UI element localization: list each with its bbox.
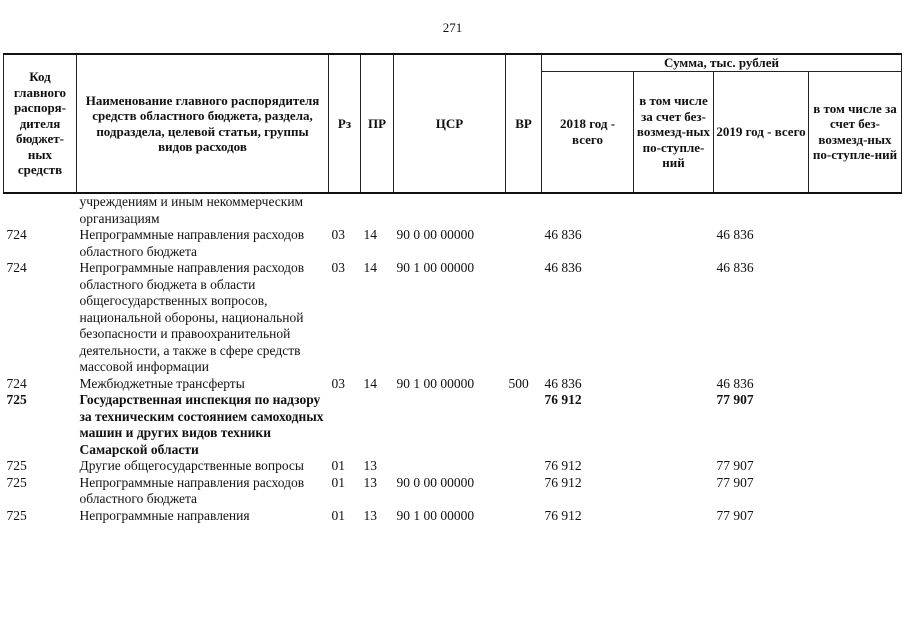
cell-rz: 03 xyxy=(331,260,345,275)
cell-sum-2018: 76 912 xyxy=(544,392,582,407)
cell-sum-2019: 46 836 xyxy=(716,375,754,391)
page-number: 271 xyxy=(442,20,463,35)
cell-name: учреждениям и иным некоммерческим организациям xyxy=(79,194,304,226)
cell-vr xyxy=(506,508,542,525)
cell-pr: 14 xyxy=(363,260,377,275)
cell-csr xyxy=(394,458,506,475)
header-2019-total: 2019 год - всего xyxy=(714,71,809,193)
cell-rz xyxy=(329,193,361,227)
cell-code: 725 xyxy=(6,392,27,407)
cell-sum-2019-free xyxy=(809,392,902,458)
cell-vr xyxy=(506,227,542,260)
cell-code: 724 xyxy=(6,260,27,275)
header-2018-total: 2018 год - всего xyxy=(542,71,634,193)
table-row xyxy=(4,193,902,227)
cell-code: 725 xyxy=(6,474,27,490)
cell-csr: 90 1 00 00000 xyxy=(396,375,475,391)
cell-sum-2019-free xyxy=(809,193,902,227)
cell-code: 724 xyxy=(6,375,27,391)
budget-table xyxy=(3,53,902,524)
cell-name: Государственная инспекция по надзору за техническим состоянием самоходных машин и других видов техники Самарской области xyxy=(79,392,324,457)
cell-vr xyxy=(506,392,542,458)
cell-name: Непрограммные направления расходов областного бюджета xyxy=(79,227,305,259)
cell-code: 725 xyxy=(6,507,27,523)
cell-rz xyxy=(329,392,361,458)
cell-sum-2019-free xyxy=(809,508,902,525)
header-sum-title: Сумма, тыс. рублей xyxy=(542,54,902,71)
cell-rz: 01 xyxy=(331,458,345,473)
table-row xyxy=(4,458,902,475)
table-row xyxy=(4,227,902,260)
cell-sum-2019-free xyxy=(809,376,902,393)
cell-code: 724 xyxy=(6,227,27,242)
cell-pr: 13 xyxy=(363,474,377,490)
cell-rz: 03 xyxy=(331,375,345,391)
cell-pr: 13 xyxy=(363,507,377,523)
cell-rz: 03 xyxy=(331,227,345,242)
cell-vr xyxy=(506,193,542,227)
table-row xyxy=(4,376,902,393)
cell-pr: 14 xyxy=(363,227,377,242)
cell-vr xyxy=(506,475,542,508)
header-csr: ЦСР xyxy=(394,54,506,193)
cell-sum-2018-free xyxy=(634,227,714,260)
header-2019-free: в том числе за счет без-возмезд-ных по-ступле-ний xyxy=(809,71,902,193)
cell-pr: 13 xyxy=(363,458,377,473)
cell-sum-2019: 46 836 xyxy=(716,260,754,275)
cell-pr xyxy=(361,392,394,458)
table-row xyxy=(4,392,902,458)
cell-sum-2018-free xyxy=(634,376,714,393)
cell-sum-2019-free xyxy=(809,475,902,508)
cell-rz: 01 xyxy=(331,507,345,523)
cell-name: Непрограммные направления расходов областного бюджета в области общегосударственных вопросов, национальной обороны, национальной безопасности и правоохранительной деятельности, а также в сфере средств массовой информации xyxy=(79,260,305,374)
cell-name: Непрограммные направления расходов областного бюджета xyxy=(79,474,305,506)
header-rz: Рз xyxy=(329,54,361,193)
header-pr: ПР xyxy=(361,54,394,193)
header-vr: ВР xyxy=(506,54,542,193)
cell-csr: 90 1 00 00000 xyxy=(396,507,475,523)
cell-sum-2018: 46 836 xyxy=(544,227,582,242)
cell-sum-2019: 77 907 xyxy=(716,474,754,490)
cell-sum-2018-free xyxy=(634,260,714,376)
cell-sum-2018-free xyxy=(634,508,714,525)
cell-code xyxy=(4,193,77,227)
cell-sum-2018: 46 836 xyxy=(544,375,582,391)
cell-sum-2019: 46 836 xyxy=(716,227,754,242)
cell-sum-2019-free xyxy=(809,458,902,475)
cell-sum-2019 xyxy=(714,193,809,227)
cell-name: Межбюджетные трансферты xyxy=(79,375,245,391)
cell-sum-2019-free xyxy=(809,260,902,376)
cell-sum-2019: 77 907 xyxy=(716,392,754,407)
cell-vr: 500 xyxy=(508,375,529,391)
cell-sum-2019: 77 907 xyxy=(716,458,754,473)
cell-sum-2018-free xyxy=(634,392,714,458)
cell-csr: 90 0 00 00000 xyxy=(396,227,475,242)
table-body xyxy=(4,193,902,524)
cell-csr: 90 0 00 00000 xyxy=(396,474,475,490)
cell-vr xyxy=(506,458,542,475)
header-name: Наименование главного распорядителя средств областного бюджета, раздела, подраздела, целевой статьи, группы видов расходов xyxy=(77,54,329,193)
header-code: Код главного распоря-дителя бюджет-ных средств xyxy=(4,54,77,193)
cell-code: 725 xyxy=(6,458,27,473)
cell-csr: 90 1 00 00000 xyxy=(396,260,475,275)
cell-pr: 14 xyxy=(363,375,377,391)
cell-pr xyxy=(361,193,394,227)
cell-vr xyxy=(506,260,542,376)
cell-name: Непрограммные направления xyxy=(79,507,250,523)
table-row xyxy=(4,475,902,508)
cell-csr xyxy=(394,392,506,458)
cell-sum-2018-free xyxy=(634,193,714,227)
cell-sum-2018 xyxy=(542,193,634,227)
cell-rz: 01 xyxy=(331,474,345,490)
cell-sum-2018: 46 836 xyxy=(544,260,582,275)
header-2018-free: в том числе за счет без-возмезд-ных по-ступле-ний xyxy=(634,71,714,193)
table-row xyxy=(4,508,902,525)
table-header xyxy=(4,54,902,193)
cell-sum-2018: 76 912 xyxy=(544,474,582,490)
cell-sum-2018-free xyxy=(634,475,714,508)
cell-name: Другие общегосударственные вопросы xyxy=(79,458,304,473)
table-row xyxy=(4,260,902,376)
cell-sum-2018: 76 912 xyxy=(544,507,582,523)
cell-sum-2019-free xyxy=(809,227,902,260)
cell-sum-2019: 77 907 xyxy=(716,507,754,523)
cell-csr xyxy=(394,193,506,227)
cell-sum-2018: 76 912 xyxy=(544,458,582,473)
cell-sum-2018-free xyxy=(634,458,714,475)
